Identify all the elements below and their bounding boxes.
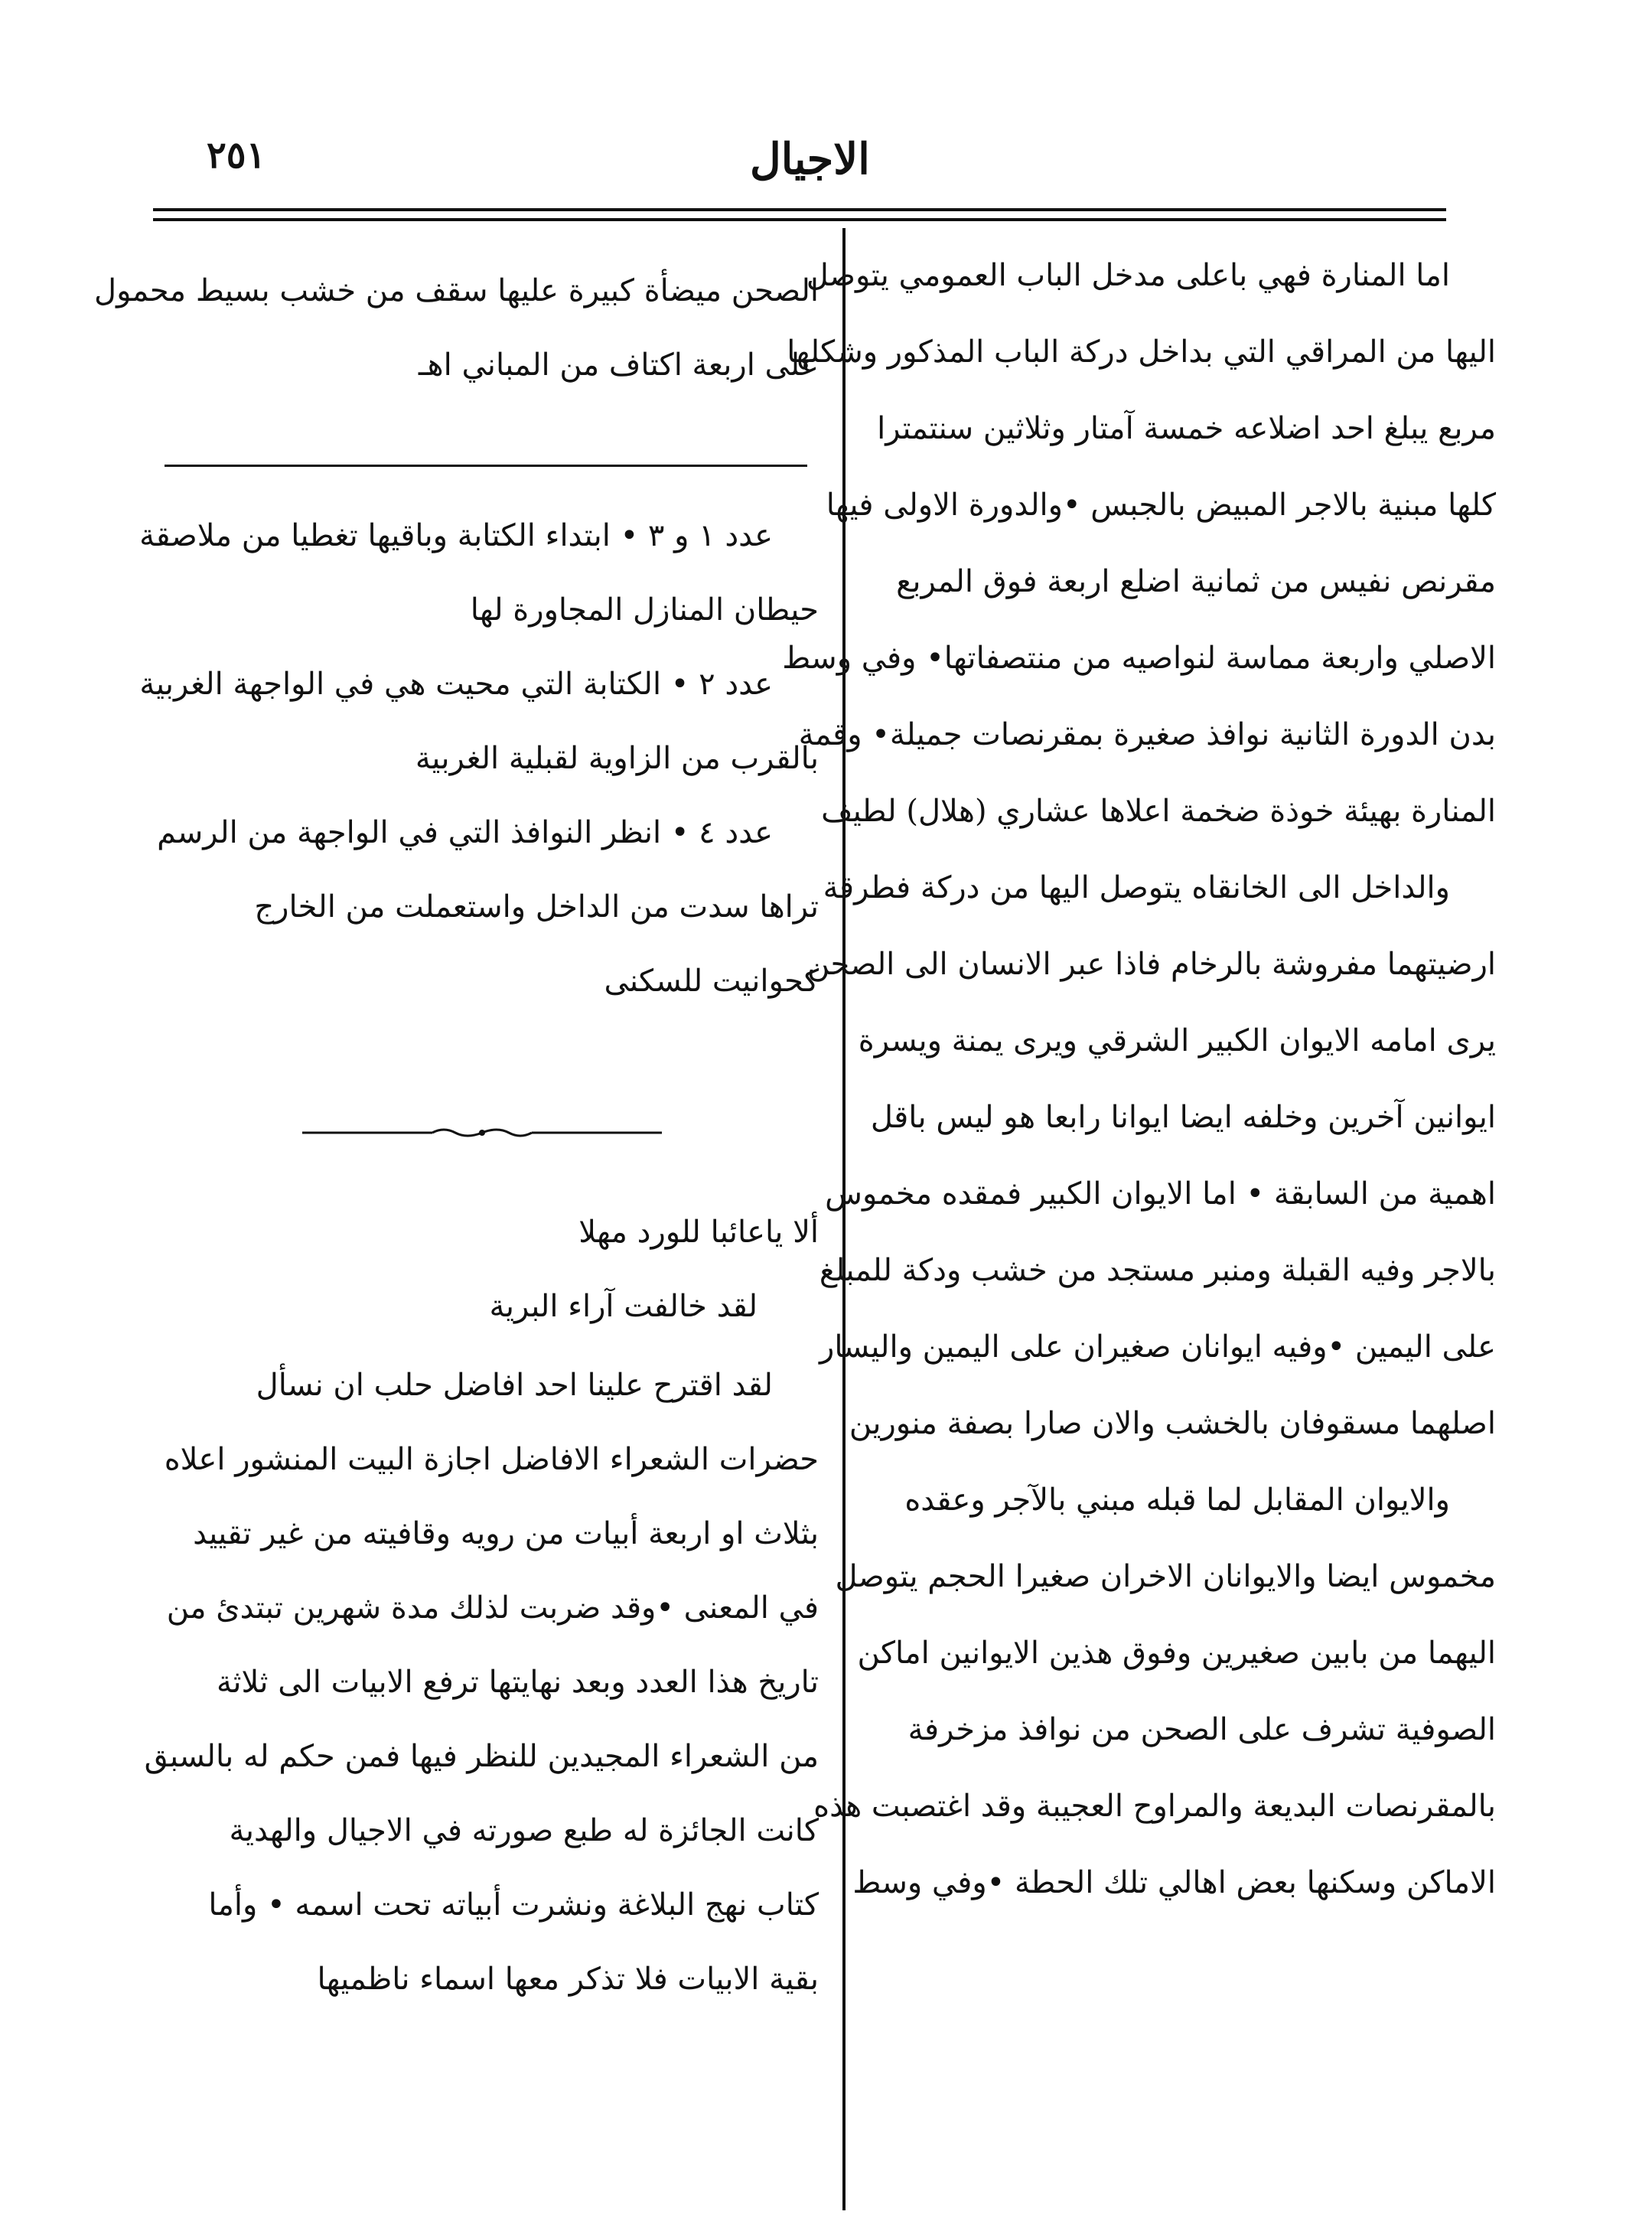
text-line: اما المنارة فهي باعلى مدخل الباب العمومي يتوصل [806,258,1450,293]
text-line: بالاجر وفيه القبلة ومنبر مستجد من خشب ودكة للمبلغ [819,1253,1496,1288]
text-line: الاماكن وسكنها بعض اهالي تلك الحطة •وفي وسط [852,1865,1496,1900]
text-line: المنارة بهيئة خوذة ضخمة اعلاها عشاري (هلال) لطيف [821,794,1496,829]
verse-line: ألا ياعائبا للورد مهلا [578,1215,819,1250]
text-line: على اربعة اكتاف من المباني اهـ [418,347,819,383]
ornamental-divider [302,1125,662,1140]
column-divider [842,228,846,2210]
text-line: لقد اقترح علينا احد افاضل حلب ان نسأل [256,1368,773,1403]
text-line: كلها مبنية بالاجر المبيض بالجبس •والدورة الاولى فيها [826,488,1496,523]
text-line: ارضيتهما مفروشة بالرخام فاذا عبر الانسان الى الصحن [807,947,1496,982]
journal-title: الاجيال [750,134,870,184]
left-column-top [94,273,819,424]
text-line: كانت الجائزة له طبع صورته في الاجيال والهدية [229,1813,819,1848]
note-line: حيطان المنازل المجاورة لها [470,592,819,628]
right-column [782,258,1496,1944]
note-line: تراها سدت من الداخل واستعملت من الخارج [254,889,819,925]
verse-line: لقد خالفت آراء البرية [489,1289,758,1324]
text-line: اليهما من بابين صغيرين وفوق هذين الايوانين اماكن [857,1636,1496,1671]
text-line: مربع يبلغ احد اضلاعه خمسة آمتار وثلاثين سنتمترا [877,411,1496,446]
note-line: بالقرب من الزاوية لقبلية الغربية [415,741,819,776]
text-line: ايوانين آخرين وخلفه ايضا ايوانا رابعا هو ليس باقل [870,1100,1496,1135]
section-rule [165,465,807,467]
note-line: عدد ١ و ٣ • ابتداء الكتابة وباقيها تغطيا من ملاصقة [139,518,773,553]
text-line: بدن الدورة الثانية نوافذ صغيرة بمقرنصات جميلة• وقمة [798,717,1496,752]
text-line: على اليمين •وفيه ايوانان صغيران على اليمين واليسار [819,1329,1496,1365]
page-number: ٢٥١ [207,134,266,177]
text-line: اصلهما مسقوفان بالخشب والان صارا بصفة منورين [849,1406,1496,1441]
header-rule-bottom [153,218,1446,221]
text-line: اهمية من السابقة • اما الايوان الكبير فمقده مخموس [825,1176,1496,1212]
text-line: مقرنص نفيس من ثمانية اضلع اربعة فوق المربع [896,564,1496,599]
text-line: الصوفية تشرف على الصحن من نوافذ مزخرفة [907,1712,1496,1747]
page-header [153,134,1446,203]
left-column-announcement [144,1368,819,2038]
text-line: تاريخ هذا العدد وبعد نهايتها ترفع الابيات الى ثلاثة [216,1665,819,1700]
text-line: اليها من المراقي التي بداخل دركة الباب المذكور وشكلها [787,334,1496,370]
text-line: والداخل الى الخانقاه يتوصل اليها من دركة فطرقة [823,870,1450,905]
text-line: يرى امامه الايوان الكبير الشرقي ويرى يمنة ويسرة [858,1023,1496,1058]
text-line: الاصلي واربعة مماسة لنواصيه من منتصفاتها• وفي وسط [782,641,1496,676]
text-line: والايوان المقابل لما قبله مبني بالآجر وعقده [904,1482,1450,1518]
text-line: بقية الابيات فلا تذكر معها اسماء ناظميها [317,1962,819,1997]
note-line: عدد ٤ • انظر النوافذ التي في الواجهة من الرسم [157,815,773,850]
text-line: حضرات الشعراء الافاضل اجازة البيت المنشور اعلاه [164,1442,819,1477]
text-line: بالمقرنصات البديعة والمراوح العجيبة وقد اغتصبت هذه [813,1789,1496,1824]
left-column-notes [139,518,819,1040]
note-line: كحوانيت للسكنى [604,964,819,999]
text-line: مخموس ايضا والايوانان الاخران صغيرا الحجم يتوصل [835,1559,1496,1594]
text-line: من الشعراء المجيدين للنظر فيها فمن حكم له بالسبق [144,1739,819,1774]
text-line: بثلاث او اربعة أبيات من رويه وقافيته من غير تقييد [193,1516,819,1551]
text-line: كتاب نهج البلاغة ونشرت أبياته تحت اسمه • وأما [208,1887,819,1923]
left-column-verse [153,1217,819,1365]
text-line: في المعنى •وقد ضربت لذلك مدة شهرين تبتدئ من [166,1590,819,1626]
text-line: الصحن ميضأة كبيرة عليها سقف من خشب بسيط محمول [94,273,819,308]
header-rule-top [153,208,1446,211]
note-line: عدد ٢ • الكتابة التي محيت هي في الواجهة الغربية [139,667,773,702]
